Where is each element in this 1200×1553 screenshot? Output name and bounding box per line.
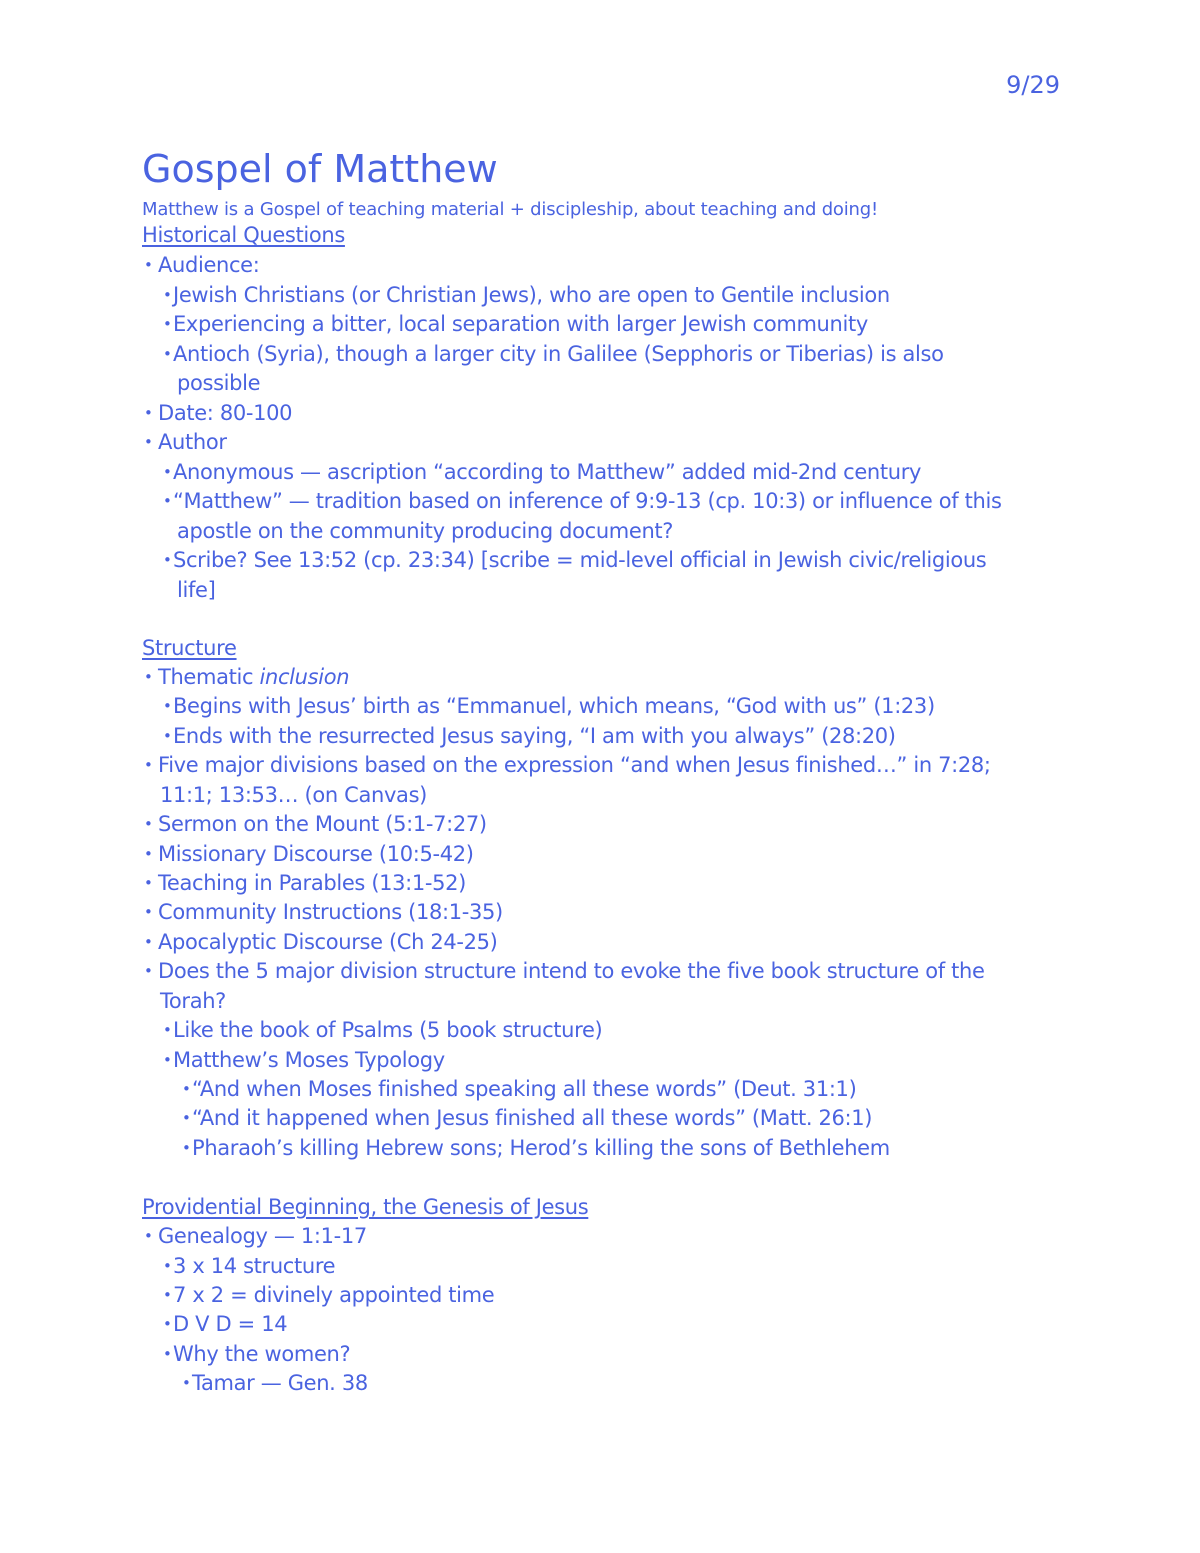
bullet: • [163,727,172,745]
list-item: •Tamar — Gen. 38 [182,1369,368,1399]
bullet: • [144,1227,153,1245]
list-item-continuation: apostle on the community producing document? [177,519,674,543]
bullet: • [144,404,153,422]
list-item: •D V D = 14 [163,1310,287,1340]
list-item: •7 x 2 = divinely appointed time [163,1281,494,1311]
bullet: • [144,962,153,980]
list-item: •Pharaoh’s killing Hebrew sons; Herod’s killing the sons of Bethlehem [182,1134,890,1164]
list-item: • Genealogy — 1:1-17 [144,1222,367,1252]
list-item-continuation: Torah? [160,989,226,1013]
list-item: •“And it happened when Jesus finished all these words” (Matt. 26:1) [182,1104,872,1134]
bullet: • [144,433,153,451]
heading-structure: Structure [142,636,237,660]
list-item: •Begins with Jesus’ birth as “Emmanuel, which means, “God with us” (1:23) [163,692,935,722]
heading-historical-questions: Historical Questions [142,223,345,247]
list-item: • Date: 80-100 [144,399,292,429]
bullet: • [163,1257,172,1275]
bullet: • [144,933,153,951]
bullet: • [182,1139,191,1157]
bullet: • [144,756,153,774]
bullet: • [163,345,172,363]
bullet: • [163,492,172,510]
page-title: Gospel of Matthew [142,147,498,191]
bullet: • [163,1021,172,1039]
list-item: • Author [144,428,227,458]
bullet: • [163,1286,172,1304]
list-item: •Like the book of Psalms (5 book structure) [163,1016,602,1046]
bullet: • [144,815,153,833]
list-item: • Thematic inclusion [144,663,349,693]
bullet: • [144,874,153,892]
list-item: • Five major divisions based on the expression “and when Jesus finished…” in 7:28; [144,751,991,781]
bullet: • [144,256,153,274]
bullet: • [182,1109,191,1127]
list-item: •3 x 14 structure [163,1252,335,1282]
bullet: • [163,1051,172,1069]
list-item: • Sermon on the Mount (5:1-7:27) [144,810,487,840]
bullet: • [144,845,153,863]
bullet: • [163,315,172,333]
list-item: • Community Instructions (18:1-35) [144,898,503,928]
bullet: • [163,1345,172,1363]
heading-providential-beginning: Providential Beginning, the Genesis of Jesus [142,1195,589,1219]
date-label: 9/29 [1006,71,1060,99]
list-item: •Why the women? [163,1340,350,1370]
bullet: • [163,551,172,569]
list-item: • Does the 5 major division structure intend to evoke the five book structure of the [144,957,985,987]
list-item: •Anonymous — ascription “according to Matthew” added mid-2nd century [163,458,921,488]
list-item: • Audience: [144,251,259,281]
bullet: • [163,463,172,481]
list-item: •Matthew’s Moses Typology [163,1046,445,1076]
list-item: • Apocalyptic Discourse (Ch 24-25) [144,928,498,958]
intro-text: Matthew is a Gospel of teaching material + discipleship, about teaching and doing! [142,199,878,220]
list-item: •Ends with the resurrected Jesus saying, “I am with you always” (28:20) [163,722,896,752]
list-item: •Jewish Christians (or Christian Jews), who are open to Gentile inclusion [163,281,890,311]
bullet: • [182,1374,191,1392]
list-item: •“And when Moses finished speaking all these words” (Deut. 31:1) [182,1075,856,1105]
bullet: • [182,1080,191,1098]
list-item: •Scribe? See 13:52 (cp. 23:34) [scribe = mid-level official in Jewish civic/religious [163,546,986,576]
list-item-continuation: life] [177,578,216,602]
bullet: • [163,286,172,304]
bullet: • [163,697,172,715]
list-item: • Teaching in Parables (13:1-52) [144,869,466,899]
list-item: • Missionary Discourse (10:5-42) [144,840,474,870]
list-item: •Antioch (Syria), though a larger city in Galilee (Sepphoris or Tiberias) is also [163,340,944,370]
bullet: • [163,1315,172,1333]
bullet: • [144,903,153,921]
list-item-continuation: possible [177,371,261,395]
bullet: • [144,668,153,686]
list-item: •“Matthew” — tradition based on inference of 9:9-13 (cp. 10:3) or influence of this [163,487,1002,517]
list-item-continuation: 11:1; 13:53… (on Canvas) [160,783,427,807]
list-item: •Experiencing a bitter, local separation with larger Jewish community [163,310,868,340]
